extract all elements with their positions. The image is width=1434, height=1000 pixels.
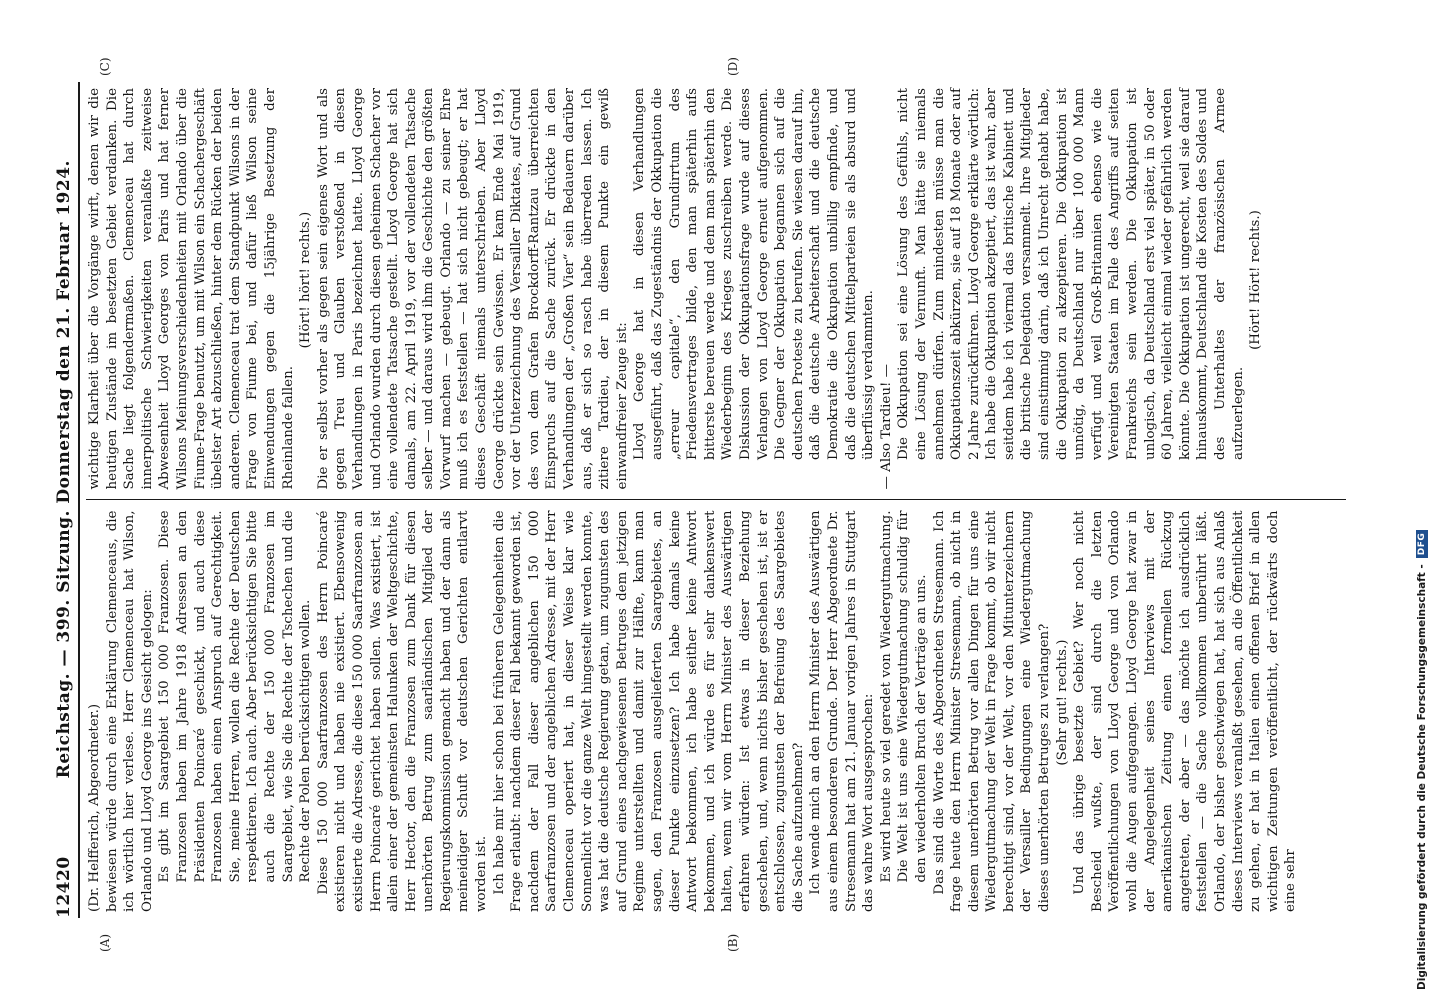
dfg-logo: DFG (1416, 530, 1428, 559)
running-head (40, 82, 80, 918)
left-margin (86, 920, 1346, 956)
two-column-body (86, 44, 1346, 956)
page-header-title: Reichstag. — 399. Sitzung. Donnerstag den 21. Februar 1924. (54, 160, 74, 779)
paragraph: Und das übrige besetzte Gebiet? Wer noch nicht Bescheid wußte, der sind durch die letzten Veröffentlichungen von Lloyd George und von Orlando wohl die Augen aufgegangen. Lloyd George hat zwar in der Angelegenheit seines Interviews mit der amerikanischen Zeitung einen formellen Rückzug angetreten, der aber — das möchte ich ausdrücklich feststellen — die Sache vollkommen unberührt läßt. Orlando, der bisher geschwiegen hat, hat sich aus Anlaß dieses Interviews veranlaßt gesehen, an die Öffentlichkeit zu gehen, er hat in Italien einen offenen Brief in allen wichtigen Zeitungen veröffentlicht, der rückwärts doch eine sehr (1072, 510, 1299, 912)
column-divider (86, 500, 1346, 501)
quotation: Es gibt im Saargebiet 150 000 Franzosen. Diese Franzosen haben im Jahre 1918 Adressen an den Präsidenten Poincaré geschickt, und auch diese Franzosen haben einen Anspruch auf Gerechtigkeit. Sie, meine Herren, wollen die Rechte der Deutschen respektieren. Ich auch. Aber berücksichtigen Sie bitte auch die Rechte der 150 000 Franzosen im Saargebiet, wie Sie die Rechte der Tschechen und die Rechte der Polen berücksichtigen wollen. (157, 510, 314, 883)
column-right (86, 80, 1346, 498)
quotation: Die Okkupation sei eine Lösung des Gefühls, nicht eine Lösung der Vernunft. Man hätte sie niemals annehmen dürfen. Zum mindesten müsse man die Okkupationszeit abkürzen, sie auf 18 Monate oder auf 2 Jahre zurückführen. Lloyd George erklärte wörtlich: Ich habe die Okkupation akzeptiert, das ist wahr, aber seitdem habe ich viermal das britische Kabinett und die britische Delegation versammelt. Ihre Mitglieder sind einstimmig darin, daß ich Unrecht gehabt habe, die Okkupation zu akzeptieren. Die Okkupation ist unnötig, da Deutschland nur über 100 000 Mann verfügt und weil Groß-Britannien ebenso wie die Vereinigten Staaten im Falle des Angriffs auf seiten Frankreichs sein werden. Die Okkupation ist unlogisch, da Deutschland erst viel später, in 50 oder 60 Jahren, vielleicht einmal wieder gefährlich werden könnte. Die Okkupation ist ungerecht, weil sie darauf hinauskommt, Deutschland die Kosten des Soldes und des Unterhaltes der französischen Armee aufzuerlegen. (896, 88, 1246, 461)
paragraph: Die er selbst vorher als gegen sein eigenes Wort und als gegen Treu und Glauben verstoßend in diesen Verhandlungen in Paris bezeichnet hatte. Lloyd George und Orlando wurden durch diesen geheimen Schacher vor eine vollendete Tatsache gestellt. Lloyd George hat sich damals, am 22. April 1919, vor der vollendeten Tatsache selber — und daraus wird ihm die Geschichte den größten Vorwurf machen — gebeugt. Orlando — zu seiner Ehre muß ich es feststellen — hat sich nicht gebeugt; er hat dieses Geschäft niemals unterschrieben. Aber Lloyd George drückte sein Gewissen. Er kam Ende Mai 1919, vor der Unterzeichnung des Versailler Diktates, auf Grund des von dem Grafen Brockdorff-Rantzau überreichten Einspruchs auf die Sache zurück. Er drückte in den Verhandlungen der „Großen Vier“ sein Bedauern darüber aus, daß er sich so rasch habe überreden lassen. Ich zitiere Tardieu, der in diesem Punkte ein gewiß einwandfreier Zeuge ist: (315, 88, 630, 490)
interjection: (Hört! Hört! rechts.) (1248, 210, 1264, 350)
dfg-notice-strip (1412, 0, 1434, 1000)
speaker-line: (Dr. Helfferich, Abgeordneter.) (87, 703, 102, 912)
interjection: (Hört! hört! rechts.) (298, 211, 314, 349)
margin-marker-d: (D) (726, 57, 740, 76)
paragraph: bewiesen würde durch eine Erklärung Clemenceaus, die ich wörtlich hier verlese. Herr Clemenceau hat Wilson, Orlando und Lloyd George ins Gesicht gelogen: (104, 510, 155, 912)
paragraph: wichtige Klarheit über die Vorgänge wirft, denen wir die heutigen Zustände im besetzten Gebiet verdanken. Die Sache liegt folgendermaßen. Clemenceau hat durch innerpolitische Schwierigkeiten veranlaßte zeitweise Abwesenheit Lloyd Georges von Paris und hat ferner Wilsons Meinungsverschiedenheiten mit Orlando über die Fiume-Frage benutzt, um mit Wilson ein Schachergeschäft übelster Art abzuschließen, hinter dem Rücken der beiden anderen. Clemenceau trat dem Standpunkt Wilsons in der Frage von Fiume bei, und dafür ließ Wilson seine Einwendungen gegen die 15jährige Besetzung der Rheinlande fallen. (87, 88, 296, 490)
margin-marker-b: (B) (726, 933, 740, 952)
right-margin (86, 44, 1346, 80)
quotation: Lloyd George hat in diesen Verhandlungen ausgeführt, daß das Zugeständnis der Okkupation die „erreur capitale“, den Grundirrtum des Friedensvertrages bilde, den man späterhin aufs bitterste bereuen werde und dem man späterhin den Wiederbeginn des Krieges zuschreiben werde. Die Diskussion der Okkupationsfrage wurde auf dieses Verlangen von Lloyd George erneut aufgenommen. Die Gegner der Okkupation begannen sich auf die deutschen Proteste zu berufen. Sie wiesen darauf hin, daß die deutsche Arbeiterschaft und die deutsche Demokratie die Okkupation unbillig empfinde, und daß die deutschen Mittelparteien sie als absurd und überflüssig verdammten. (632, 88, 877, 461)
margin-marker-a: (A) (98, 933, 112, 952)
column-left (86, 503, 1346, 921)
margin-marker-c: (C) (98, 57, 112, 76)
dfg-notice-text: Digitalisierung gefördert durch die Deutsche Forschungsgemeinschaft - (1416, 564, 1428, 990)
quotation: Es wird heute so viel geredet von Wiedergutmachung. Die Welt ist uns eine Wiedergutmachung schuldig für den wiederholten Bruch der Verträge an uns. (878, 510, 929, 883)
paragraph: Ich wende mich an den Herrn Minister des Auswärtigen aus einem besonderen Grunde. Der Herr Abgeordnete Dr. Stresemann hat am 21. Januar vorigen Jahres in Stuttgart das wahre Wort ausgesprochen: (808, 510, 877, 912)
dfg-notice (1416, 530, 1428, 990)
paragraph: Das sind die Worte des Abgeordneten Stresemann. Ich frage heute den Herrn Minister Stresemann, ob nicht in diesem unerhörten Betrug vor allen Dingen für uns eine Wiedergutmachung der Welt in Frage kommt, ob wir nicht berechtigt sind, vor der Welt, vor den Mitunterzeichnern der Versailler Bedingungen eine Wiedergutmachung dieses unerhörten Betruges zu verlangen? (931, 510, 1053, 912)
interjection: (Sehr gut! rechts.) (1054, 639, 1070, 766)
aside: — Also Tardieu! — (878, 364, 894, 490)
page-number: 12420 (54, 856, 74, 918)
paragraph: Ich habe mir hier schon bei früheren Gelegenheiten die Frage erlaubt: nachdem dieser Fall bekannt geworden ist, nachdem der Fall dieser angeblichen 150 000 Saarfranzosen und der angeblichen Adresse, mit der Herr Clemenceau operiert hat, in dieser Weise klar wie Sonnenlicht vor die ganze Welt hingestellt werden konnte, was hat die deutsche Regierung getan, um zugunsten des auf Grund eines nachgewiesenen Betruges dem jetzigen Regime unterstellten und damit zur Hälfte, kann man sagen, den Franzosen ausgelieferten Saargebietes, an dieser Punkte einzusetzen? Ich habe damals keine Antwort bekommen, ich habe seither keine Antwort bekommen, und ich würde es für sehr dankenswert halten, wenn wir vom Herrn Minister des Auswärtigen erfahren würden: Ist etwas in dieser Beziehung geschehen, und, wenn nichts bisher geschehen ist, ist er entschlossen, zugunsten der Befreiung des Saargebietes die Sache aufzunehmen? (491, 510, 806, 912)
paragraph: Diese 150 000 Saarfranzosen des Herrn Poincaré existieren nicht und haben nie existiert. Ebensowenig existierte die Adresse, die diese 150 000 Saarfranzosen an Herrn Poincaré gerichtet haben sollen. Was existiert, ist allein einer der gemeinsten Halunken der Weltgeschichte, Herr Hector, den die Franzosen zum Dank für diesen unerhörten Betrug zum saarländischen Mitglied der Regierungskommission gemacht haben und der dann als meineidiger Schuft vor deutschen Gerichten entlarvt worden ist. (315, 510, 490, 912)
